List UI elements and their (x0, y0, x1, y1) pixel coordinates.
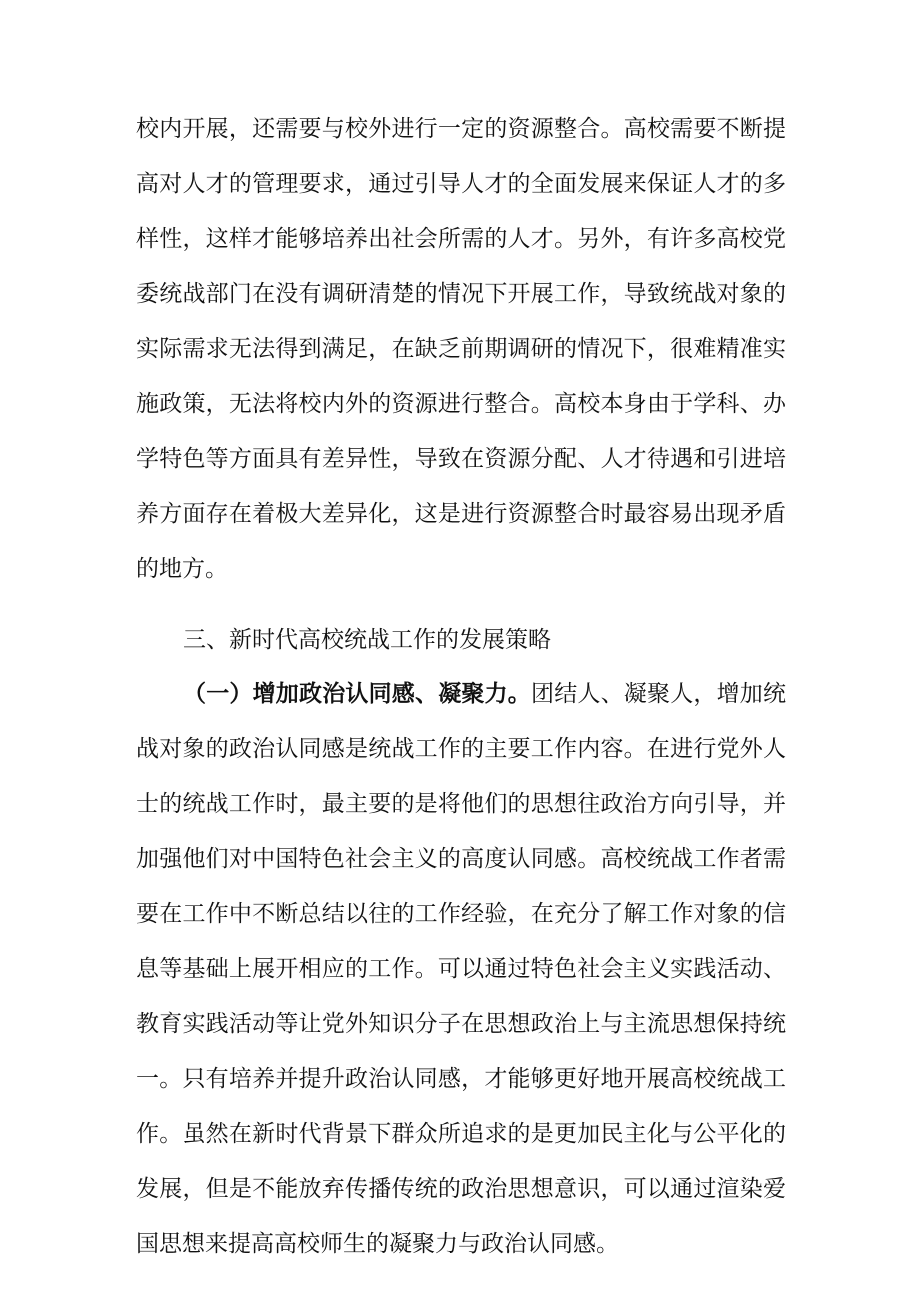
text-line: 加强他们对中国特色社会主义的高度认同感。高校统战工作者需 (136, 846, 786, 872)
text-line: 教育实践活动等让党外知识分子在思想政治上与主流思想保持统 (136, 1011, 786, 1037)
text-line: 学特色等方面具有差异性，导致在资源分配、人才待遇和引进培 (136, 446, 786, 472)
text-line: 样性，这样才能够培养出社会所需的人才。另外，有许多高校党 (136, 226, 786, 252)
text-line: 国思想来提高高校师生的凝聚力与政治认同感。 (136, 1231, 619, 1257)
text-line: 作。虽然在新时代背景下群众所追求的是更加民主化与公平化的 (136, 1121, 786, 1147)
text-line: 战对象的政治认同感是统战工作的主要工作内容。在进行党外人 (136, 736, 786, 762)
text-line: 校内开展，还需要与校外进行一定的资源整合。高校需要不断提 (136, 116, 786, 142)
text-line: 发展，但是不能放弃传播传统的政治思想意识，可以通过渲染爱 (136, 1176, 786, 1202)
text-line: 息等基础上展开相应的工作。可以通过特色社会主义实践活动、 (136, 956, 786, 982)
text-line-first (183, 679, 786, 709)
paragraph-lead: （一）增加政治认同感、凝聚力。 (183, 681, 531, 707)
text-line: 委统战部门在没有调研清楚的情况下开展工作，导致统战对象的 (136, 281, 786, 307)
text-line: 要在工作中不断总结以往的工作经验，在充分了解工作对象的信 (136, 901, 786, 927)
text-line: 施政策，无法将校内外的资源进行整合。高校本身由于学科、办 (136, 391, 786, 417)
text-line: 养方面存在着极大差异化，这是进行资源整合时最容易出现矛盾 (136, 501, 786, 527)
text-line: 高对人才的管理要求，通过引导人才的全面发展来保证人才的多 (136, 171, 786, 197)
paragraph-text: 团结人、凝聚人，增加统 (531, 681, 787, 707)
text-line: 士的统战工作时，最主要的是将他们的思想往政治方向引导，并 (136, 791, 786, 817)
text-line: 实际需求无法得到满足，在缺乏前期调研的情况下，很难精准实 (136, 336, 786, 362)
section-heading: 三、新时代高校统战工作的发展策略 (183, 627, 551, 653)
text-line: 的地方。 (136, 556, 228, 582)
text-line: 一。只有培养并提升政治认同感，才能够更好地开展高校统战工 (136, 1066, 786, 1092)
